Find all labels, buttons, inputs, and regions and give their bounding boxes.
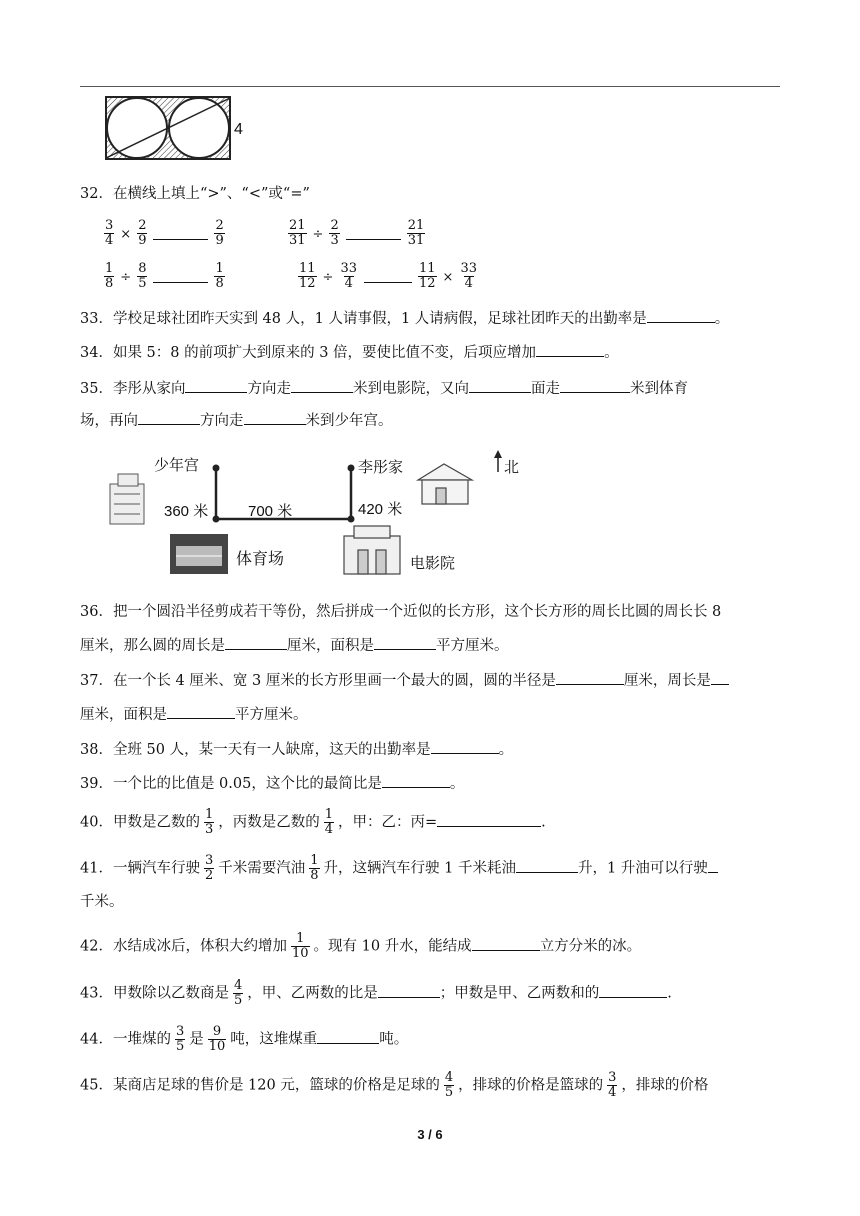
- label-home: 李彤家: [358, 459, 404, 476]
- q32-blank-4[interactable]: [364, 270, 412, 283]
- q44-blank[interactable]: [317, 1029, 379, 1044]
- q32-item-2: $\frac{21}{31}$ ÷ $\frac{2}{3}$ $\frac{21}{31}$: [289, 218, 425, 248]
- q34: 34．如果 5：8 的前项扩大到原来的 3 倍，要使比值不变，后项应增加 。: [80, 342, 619, 363]
- q41-blank-1[interactable]: [516, 858, 578, 873]
- q42: 42．水结成冰后，体积大约增加 $\frac{1}{10}$ 。现有 10 升水，能结成 立方分米的冰。: [80, 931, 642, 961]
- label-dist-700: 700 米: [248, 503, 293, 520]
- label-dist-360: 360 米: [164, 503, 209, 520]
- figure-side-label: 4: [234, 121, 243, 138]
- q38-blank[interactable]: [431, 739, 499, 754]
- q37-line-2: 厘米，面积是 平方厘米。: [80, 704, 308, 725]
- q32-item-3: $\frac{1}{8}$ ÷ $\frac{8}{5}$ $\frac{1}{8}$: [105, 261, 224, 291]
- stadium-icon: [170, 534, 228, 574]
- q39-blank[interactable]: [382, 773, 450, 788]
- header-rule: [80, 86, 780, 87]
- q35-line-2: 场，再向 方向走 米到少年宫。: [80, 410, 393, 431]
- q38: 38．全班 50 人，某一天有一人缺席，这天的出勤率是 。: [80, 739, 513, 760]
- q32-prompt: 32．在横线上填上“>”、“<”或“=”: [80, 186, 310, 202]
- q43-blank-1[interactable]: [378, 983, 440, 998]
- q41-line-2: 千米。: [80, 894, 124, 910]
- q34-blank[interactable]: [536, 342, 604, 357]
- q36-blank-1[interactable]: [225, 635, 287, 650]
- label-north: 北: [504, 459, 520, 476]
- cinema-icon: [344, 526, 400, 574]
- q35-blank-5[interactable]: [138, 410, 200, 425]
- label-youth-palace: 少年宫: [154, 457, 200, 474]
- q36-line-1: 36．把一个圆沿半径剪成若干等份，然后拼成一个近似的长方形，这个长方形的周长比圆的周长长 8: [80, 604, 722, 620]
- q36-line-2: 厘米，那么圆的周长是 厘米，面积是 平方厘米。: [80, 635, 509, 656]
- q32-item-1: $\frac{3}{4}$ × $\frac{2}{9}$ $\frac{2}{9}$: [105, 218, 224, 248]
- q43: 43．甲数除以乙数商是 $\frac{4}{5}$ ，甲、乙两数的比是 ；甲数是甲、乙两数和的 .: [80, 978, 672, 1008]
- q33: 33．学校足球社团昨天实到 48 人，1 人请事假，1 人请病假，足球社团昨天的出勤率是 。: [80, 308, 729, 329]
- label-dist-420: 420 米: [358, 501, 403, 518]
- q35-blank-6[interactable]: [244, 410, 306, 425]
- q37-line-1: 37．在一个长 4 厘米、宽 3 厘米的长方形里画一个最大的圆，圆的半径是 厘米，周长是: [80, 670, 729, 691]
- q32-blank-3[interactable]: [153, 270, 208, 283]
- q35-blank-2[interactable]: [291, 378, 353, 393]
- q37-blank-1[interactable]: [556, 670, 624, 685]
- q32-blank-1[interactable]: [153, 227, 208, 240]
- page-number: 3 / 6: [417, 1127, 443, 1142]
- route-map: [100, 446, 570, 582]
- q33-blank[interactable]: [647, 308, 715, 323]
- q44: 44．一堆煤的 $\frac{3}{5}$ 是 $\frac{9}{10}$ 吨，这堆煤重 吨。: [80, 1024, 409, 1054]
- q32-item-4: $\frac{11}{12}$ ÷ $\frac{33}{4}$ $\frac{11}{12}$ × $\frac{33}{4}$: [299, 261, 477, 291]
- label-cinema: 电影院: [410, 555, 456, 572]
- q36-blank-2[interactable]: [374, 635, 436, 650]
- q40-blank[interactable]: [437, 812, 541, 827]
- q35-line-1: 35．李彤从家向 方向走 米到电影院，又向 面走 米到体育: [80, 378, 688, 399]
- q35-blank-3[interactable]: [469, 378, 531, 393]
- q37-blank-3[interactable]: [167, 704, 235, 719]
- q35-blank-4[interactable]: [560, 378, 630, 393]
- q42-blank[interactable]: [472, 936, 540, 951]
- q41-blank-2[interactable]: [708, 858, 718, 873]
- q39: 39．一个比的比值是 0.05，这个比的最简比是 。: [80, 773, 464, 794]
- q41-line-1: 41．一辆汽车行驶 $\frac{3}{2}$ 千米需要汽油 $\frac{1}{8}$ 升，这辆汽车行驶 1 千米耗油 升，1 升油可以行驶: [80, 854, 718, 883]
- label-stadium: 体育场: [236, 551, 285, 568]
- q40: 40．甲数是乙数的 $\frac{1}{3}$ ，丙数是乙数的 $\frac{1}{4}$ ，甲：乙：丙= .: [80, 807, 546, 837]
- q45: 45．某商店足球的售价是 120 元，篮球的价格是足球的 $\frac{4}{5}$ ，排球的价格是篮球的 $\frac{3}{4}$ ，排球的价格: [80, 1070, 709, 1100]
- q32-blank-2[interactable]: [346, 227, 401, 240]
- q43-blank-2[interactable]: [599, 983, 667, 998]
- q37-blank-2[interactable]: [711, 670, 729, 685]
- q35-blank-1[interactable]: [185, 378, 247, 393]
